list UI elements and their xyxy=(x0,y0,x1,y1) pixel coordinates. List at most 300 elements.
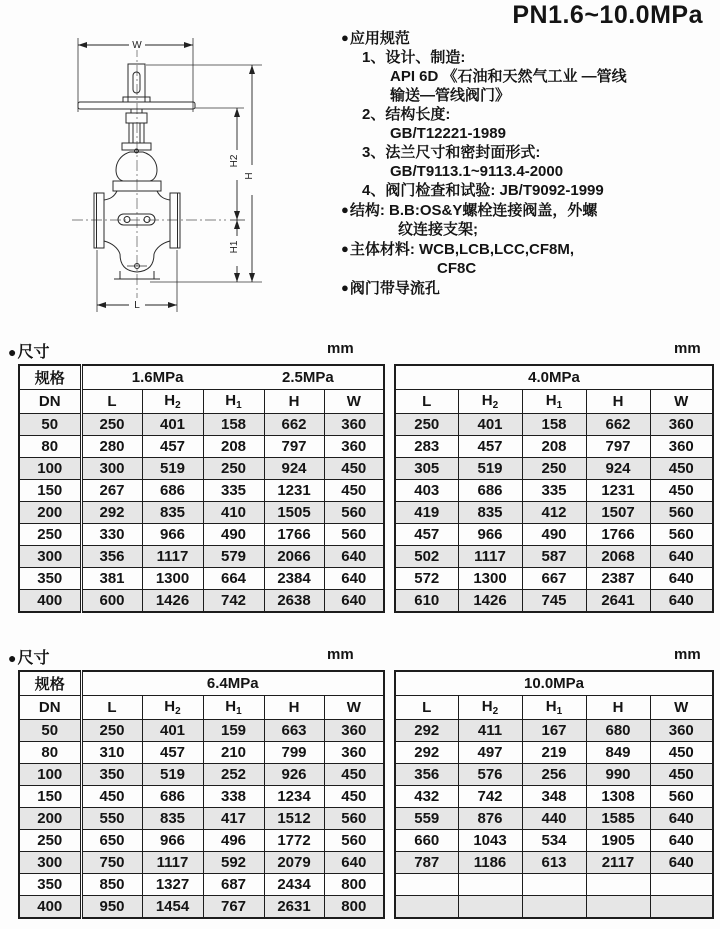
value-cell: 360 xyxy=(324,742,384,764)
value-cell: 640 xyxy=(650,808,713,830)
value-cell xyxy=(650,874,713,896)
column-header: H xyxy=(586,390,650,414)
spec-text: 3、法兰尺寸和密封面形式: xyxy=(362,144,541,161)
value-cell: 348 xyxy=(522,786,586,808)
value-cell: 966 xyxy=(142,830,203,852)
unit-label: mm xyxy=(674,340,701,357)
value-cell: 457 xyxy=(142,742,203,764)
section-header xyxy=(0,643,720,669)
table-row xyxy=(395,808,713,830)
value-cell: 1512 xyxy=(264,808,324,830)
value-cell: 411 xyxy=(458,720,522,742)
dn-cell: 200 xyxy=(19,808,81,830)
spec-line xyxy=(341,124,717,143)
dimension-section-1 xyxy=(0,337,720,623)
value-cell: 924 xyxy=(586,458,650,480)
value-cell: 280 xyxy=(81,436,142,458)
column-header: L xyxy=(395,696,458,720)
value-cell: 292 xyxy=(81,502,142,524)
value-cell: 450 xyxy=(81,786,142,808)
table-row xyxy=(19,546,384,568)
value-cell: 660 xyxy=(395,830,458,852)
value-cell: 2641 xyxy=(586,590,650,613)
value-cell: 663 xyxy=(264,720,324,742)
table-row xyxy=(395,720,713,742)
table-row xyxy=(19,671,384,696)
dn-cell: 250 xyxy=(19,830,81,852)
table-row xyxy=(395,590,713,613)
spec-line xyxy=(341,86,717,105)
value-cell: 650 xyxy=(81,830,142,852)
value-cell: 800 xyxy=(324,874,384,896)
value-cell: 835 xyxy=(142,808,203,830)
value-cell: 360 xyxy=(324,720,384,742)
column-header: L xyxy=(81,390,142,414)
value-cell: 686 xyxy=(142,786,203,808)
value-cell: 560 xyxy=(650,786,713,808)
value-cell: 250 xyxy=(81,414,142,436)
table-row xyxy=(395,852,713,874)
value-cell: 1327 xyxy=(142,874,203,896)
table-row xyxy=(19,390,384,414)
value-cell: 1300 xyxy=(458,568,522,590)
pressure-label: 1.6MPa xyxy=(131,369,184,386)
spec-corner-cell: 规格 xyxy=(19,671,81,696)
dn-cell: 150 xyxy=(19,786,81,808)
column-header: DN xyxy=(19,696,81,720)
value-cell: 519 xyxy=(142,764,203,786)
value-cell: 560 xyxy=(324,524,384,546)
pressure-label: 6.4MPa xyxy=(206,675,259,692)
value-cell: 250 xyxy=(203,458,264,480)
value-cell: 835 xyxy=(458,502,522,524)
column-header: $H_2$ xyxy=(142,390,203,414)
valve-outline xyxy=(78,64,195,279)
column-header: H xyxy=(264,390,324,414)
value-cell: 767 xyxy=(203,896,264,919)
value-cell: 1117 xyxy=(142,546,203,568)
value-cell: 519 xyxy=(458,458,522,480)
table-row xyxy=(19,808,384,830)
value-cell: 640 xyxy=(324,546,384,568)
value-cell: 208 xyxy=(522,436,586,458)
bullet-icon: ● xyxy=(341,202,349,217)
value-cell: 664 xyxy=(203,568,264,590)
value-cell: 560 xyxy=(324,808,384,830)
value-cell: 450 xyxy=(324,764,384,786)
value-cell xyxy=(458,874,522,896)
table-row xyxy=(19,436,384,458)
value-cell: 159 xyxy=(203,720,264,742)
column-header: W xyxy=(650,696,713,720)
dimensions-table-left xyxy=(18,364,385,613)
value-cell: 687 xyxy=(203,874,264,896)
value-cell: 335 xyxy=(203,480,264,502)
pressure-label: 4.0MPa xyxy=(528,369,580,386)
value-cell: 457 xyxy=(395,524,458,546)
value-cell: 305 xyxy=(395,458,458,480)
section-label: 尺寸 xyxy=(17,344,50,361)
value-cell: 410 xyxy=(203,502,264,524)
value-cell: 2117 xyxy=(586,852,650,874)
column-header: L xyxy=(81,696,142,720)
dn-cell: 200 xyxy=(19,502,81,524)
value-cell: 419 xyxy=(395,502,458,524)
value-cell: 787 xyxy=(395,852,458,874)
table-row xyxy=(395,365,713,390)
column-header: W xyxy=(324,390,384,414)
dn-cell: 50 xyxy=(19,414,81,436)
value-cell xyxy=(650,896,713,919)
table-row xyxy=(19,502,384,524)
value-cell: 496 xyxy=(203,830,264,852)
value-cell: 579 xyxy=(203,546,264,568)
value-cell: 680 xyxy=(586,720,650,742)
pressure-label: 2.5MPa xyxy=(282,369,334,386)
value-cell: 1905 xyxy=(586,830,650,852)
value-cell: 381 xyxy=(81,568,142,590)
section-header xyxy=(0,337,720,363)
value-cell: 550 xyxy=(81,808,142,830)
dn-cell: 300 xyxy=(19,852,81,874)
value-cell: 2631 xyxy=(264,896,324,919)
table-row xyxy=(19,414,384,436)
value-cell xyxy=(458,896,522,919)
value-cell: 360 xyxy=(324,436,384,458)
table-row xyxy=(19,568,384,590)
table-row xyxy=(19,365,384,390)
column-header: W xyxy=(650,390,713,414)
table-row xyxy=(19,742,384,764)
value-cell: 876 xyxy=(458,808,522,830)
value-cell: 401 xyxy=(142,720,203,742)
value-cell xyxy=(586,896,650,919)
table-row xyxy=(395,568,713,590)
table-row xyxy=(395,671,713,696)
value-cell: 450 xyxy=(324,458,384,480)
table-row xyxy=(395,786,713,808)
spec-text: 主体材料: WCB,LCB,LCC,CF8M, xyxy=(349,241,575,258)
value-cell: 835 xyxy=(142,502,203,524)
column-header: L xyxy=(395,390,458,414)
bullet-icon: ● xyxy=(341,30,349,45)
value-cell: 800 xyxy=(324,896,384,919)
value-cell: 356 xyxy=(81,546,142,568)
value-cell: 613 xyxy=(522,852,586,874)
table-row xyxy=(19,696,384,720)
value-cell: 300 xyxy=(81,458,142,480)
value-cell: 208 xyxy=(203,436,264,458)
value-cell: 2066 xyxy=(264,546,324,568)
spec-text: 输送—管线阀门》 xyxy=(390,87,511,104)
value-cell: 330 xyxy=(81,524,142,546)
value-cell: 440 xyxy=(522,808,586,830)
value-cell: 1454 xyxy=(142,896,203,919)
value-cell: 417 xyxy=(203,808,264,830)
value-cell: 1231 xyxy=(586,480,650,502)
value-cell: 640 xyxy=(650,568,713,590)
value-cell: 745 xyxy=(522,590,586,613)
dimension-label-w: W xyxy=(132,40,142,51)
spec-corner-cell: 规格 xyxy=(19,365,81,390)
bullet-icon: ● xyxy=(341,280,349,295)
value-cell: 640 xyxy=(650,852,713,874)
value-cell: 797 xyxy=(264,436,324,458)
value-cell: 686 xyxy=(142,480,203,502)
dn-cell: 50 xyxy=(19,720,81,742)
value-cell: 401 xyxy=(458,414,522,436)
column-header: $H_1$ xyxy=(522,390,586,414)
value-cell: 742 xyxy=(458,786,522,808)
table-row xyxy=(19,852,384,874)
value-cell: 490 xyxy=(203,524,264,546)
value-cell: 502 xyxy=(395,546,458,568)
dn-cell: 300 xyxy=(19,546,81,568)
table-row xyxy=(395,480,713,502)
spec-text: API 6D 《石油和天然气工业 —管线 xyxy=(390,68,627,85)
spec-line xyxy=(341,105,717,124)
table-row xyxy=(395,546,713,568)
value-cell: 640 xyxy=(324,568,384,590)
value-cell xyxy=(395,874,458,896)
value-cell: 450 xyxy=(650,480,713,502)
value-cell: 1766 xyxy=(264,524,324,546)
value-cell: 450 xyxy=(324,786,384,808)
value-cell: 640 xyxy=(650,546,713,568)
value-cell: 412 xyxy=(522,502,586,524)
value-cell: 1585 xyxy=(586,808,650,830)
value-cell: 250 xyxy=(522,458,586,480)
pressure-header xyxy=(395,671,713,696)
value-cell: 167 xyxy=(522,720,586,742)
bullet-icon: ● xyxy=(8,344,17,360)
value-cell: 490 xyxy=(522,524,586,546)
value-cell: 560 xyxy=(650,524,713,546)
value-cell: 450 xyxy=(650,742,713,764)
section-title xyxy=(8,339,49,362)
dimension-lines xyxy=(78,45,252,305)
value-cell: 610 xyxy=(395,590,458,613)
column-header: H xyxy=(264,696,324,720)
value-cell: 1231 xyxy=(264,480,324,502)
valve-drawing xyxy=(0,0,340,350)
spec-text: GB/T9113.1~9113.4-2000 xyxy=(390,163,564,180)
value-cell: 256 xyxy=(522,764,586,786)
value-cell: 1186 xyxy=(458,852,522,874)
column-header: H xyxy=(586,696,650,720)
spec-line xyxy=(341,67,717,86)
value-cell: 335 xyxy=(522,480,586,502)
dimension-label-h1: H1 xyxy=(229,240,240,254)
value-cell: 1300 xyxy=(142,568,203,590)
column-header: DN xyxy=(19,390,81,414)
dn-cell: 100 xyxy=(19,458,81,480)
spec-line xyxy=(341,143,717,162)
value-cell: 219 xyxy=(522,742,586,764)
value-cell: 432 xyxy=(395,786,458,808)
spec-text: CF8C xyxy=(437,260,477,277)
pressure-header xyxy=(81,671,384,696)
table-row xyxy=(395,896,713,919)
value-cell: 497 xyxy=(458,742,522,764)
value-cell: 640 xyxy=(324,852,384,874)
dn-cell: 400 xyxy=(19,590,81,613)
column-header: $H_2$ xyxy=(142,696,203,720)
column-header: $H_1$ xyxy=(522,696,586,720)
value-cell: 158 xyxy=(522,414,586,436)
dn-cell: 80 xyxy=(19,436,81,458)
dimensions-table-left xyxy=(18,670,385,919)
value-cell: 640 xyxy=(324,590,384,613)
value-cell: 559 xyxy=(395,808,458,830)
table-row xyxy=(19,720,384,742)
value-cell: 401 xyxy=(142,414,203,436)
value-cell: 572 xyxy=(395,568,458,590)
value-cell: 850 xyxy=(81,874,142,896)
value-cell: 797 xyxy=(586,436,650,458)
value-cell: 360 xyxy=(650,414,713,436)
unit-label: mm xyxy=(327,340,354,357)
spec-text: 应用规范 xyxy=(349,30,410,47)
spec-line xyxy=(341,48,717,67)
column-header: $H_1$ xyxy=(203,390,264,414)
spec-line xyxy=(341,278,717,298)
value-cell: 849 xyxy=(586,742,650,764)
value-cell: 686 xyxy=(458,480,522,502)
spec-line xyxy=(341,28,717,48)
value-cell: 640 xyxy=(650,830,713,852)
table-row xyxy=(395,524,713,546)
value-cell: 667 xyxy=(522,568,586,590)
spec-line xyxy=(341,239,717,259)
value-cell xyxy=(522,896,586,919)
value-cell: 560 xyxy=(650,502,713,524)
dn-cell: 350 xyxy=(19,568,81,590)
value-cell: 283 xyxy=(395,436,458,458)
value-cell: 292 xyxy=(395,742,458,764)
value-cell: 2387 xyxy=(586,568,650,590)
value-cell: 252 xyxy=(203,764,264,786)
value-cell: 1766 xyxy=(586,524,650,546)
pressure-header xyxy=(81,365,384,390)
table-row xyxy=(395,830,713,852)
value-cell: 1308 xyxy=(586,786,650,808)
value-cell: 2068 xyxy=(586,546,650,568)
value-cell: 1507 xyxy=(586,502,650,524)
value-cell: 1117 xyxy=(142,852,203,874)
value-cell: 990 xyxy=(586,764,650,786)
value-cell: 742 xyxy=(203,590,264,613)
spec-line xyxy=(341,259,717,278)
spec-text: 2、结构长度: xyxy=(362,106,451,123)
spec-text: 阀门带导流孔 xyxy=(349,280,440,297)
table-row xyxy=(395,436,713,458)
section-label: 尺寸 xyxy=(17,650,50,667)
value-cell: 292 xyxy=(395,720,458,742)
value-cell: 640 xyxy=(650,590,713,613)
value-cell: 1426 xyxy=(458,590,522,613)
value-cell: 457 xyxy=(142,436,203,458)
value-cell: 966 xyxy=(142,524,203,546)
value-cell: 966 xyxy=(458,524,522,546)
spec-line xyxy=(341,181,717,200)
spec-text: 1、设计、制造: xyxy=(362,49,466,66)
pressure-label: 10.0MPa xyxy=(523,675,585,692)
value-cell: 457 xyxy=(458,436,522,458)
value-cell xyxy=(586,874,650,896)
value-cell: 576 xyxy=(458,764,522,786)
value-cell: 1234 xyxy=(264,786,324,808)
value-cell: 310 xyxy=(81,742,142,764)
spec-line xyxy=(341,162,717,181)
dn-cell: 350 xyxy=(19,874,81,896)
table-row xyxy=(395,414,713,436)
column-header: W xyxy=(324,696,384,720)
dimensions-table-right xyxy=(394,364,714,613)
value-cell xyxy=(522,874,586,896)
value-cell: 1772 xyxy=(264,830,324,852)
pressure-header xyxy=(395,365,713,390)
value-cell: 360 xyxy=(324,414,384,436)
bullet-icon: ● xyxy=(8,650,17,666)
dimension-label-h: H xyxy=(244,172,255,180)
value-cell: 360 xyxy=(650,436,713,458)
dimension-label-h2: H2 xyxy=(229,154,240,168)
bullet-icon: ● xyxy=(341,241,349,256)
spec-text: GB/T12221-1989 xyxy=(390,125,506,142)
table-row xyxy=(395,874,713,896)
value-cell: 356 xyxy=(395,764,458,786)
value-cell: 519 xyxy=(142,458,203,480)
table-row xyxy=(395,502,713,524)
table-row xyxy=(395,390,713,414)
dn-cell: 150 xyxy=(19,480,81,502)
value-cell: 1505 xyxy=(264,502,324,524)
column-header: $H_2$ xyxy=(458,390,522,414)
value-cell: 403 xyxy=(395,480,458,502)
value-cell: 750 xyxy=(81,852,142,874)
table-row xyxy=(19,480,384,502)
value-cell: 2384 xyxy=(264,568,324,590)
value-cell: 338 xyxy=(203,786,264,808)
table-row xyxy=(19,524,384,546)
value-cell: 950 xyxy=(81,896,142,919)
value-cell: 250 xyxy=(81,720,142,742)
centerlines xyxy=(72,46,226,298)
value-cell: 662 xyxy=(264,414,324,436)
value-cell: 1117 xyxy=(458,546,522,568)
value-cell: 1043 xyxy=(458,830,522,852)
column-header: $H_1$ xyxy=(203,696,264,720)
dn-cell: 100 xyxy=(19,764,81,786)
table-row xyxy=(19,830,384,852)
dimensions-table-right xyxy=(394,670,714,919)
column-header: $H_2$ xyxy=(458,696,522,720)
table-row xyxy=(19,874,384,896)
spec-list xyxy=(341,28,717,298)
table-row xyxy=(395,458,713,480)
value-cell: 2434 xyxy=(264,874,324,896)
dn-cell: 250 xyxy=(19,524,81,546)
value-cell: 592 xyxy=(203,852,264,874)
value-cell: 158 xyxy=(203,414,264,436)
table-row xyxy=(395,696,713,720)
unit-label: mm xyxy=(327,646,354,663)
unit-label: mm xyxy=(674,646,701,663)
value-cell: 360 xyxy=(650,720,713,742)
value-cell: 560 xyxy=(324,502,384,524)
value-cell: 2638 xyxy=(264,590,324,613)
